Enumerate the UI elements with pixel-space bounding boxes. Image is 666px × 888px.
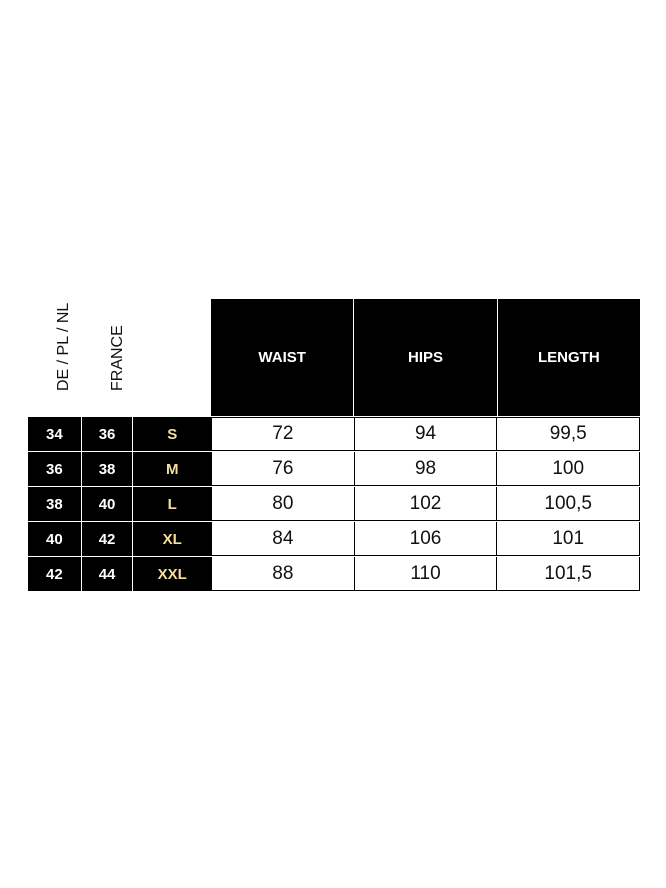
length-value: 101 — [496, 522, 639, 555]
table-row — [28, 417, 640, 452]
size-cells — [28, 557, 211, 591]
measurement-header — [211, 299, 640, 416]
letter-size: M — [165, 460, 179, 478]
length-value: 101,5 — [496, 557, 639, 590]
de-size: 42 — [28, 557, 82, 591]
size-cells — [28, 487, 211, 521]
de-pl-nl-label-text: DE / PL / NL — [55, 302, 72, 391]
table-row — [28, 557, 640, 591]
de-size: 36 — [28, 452, 82, 486]
length-value: 99,5 — [496, 418, 639, 450]
fr-size: 42 — [82, 522, 134, 556]
size-cells — [28, 417, 211, 451]
waist-value: 80 — [211, 487, 354, 520]
table-row — [28, 487, 640, 522]
hips-value: 106 — [354, 522, 497, 555]
letter-size: XL — [162, 530, 182, 548]
length-value: 100 — [496, 452, 639, 485]
waist-value: 72 — [211, 418, 354, 450]
letter-size: XXL — [157, 565, 187, 583]
de-size: 40 — [28, 522, 82, 556]
hips-value: 102 — [354, 487, 497, 520]
de-size: 38 — [28, 487, 82, 521]
header-hips: HIPS — [354, 299, 497, 416]
hips-value: 94 — [354, 418, 497, 450]
size-table-body — [28, 417, 640, 591]
waist-value: 76 — [211, 452, 354, 485]
france-column-label — [96, 299, 126, 417]
letter-size: L — [167, 495, 177, 513]
measurement-cells — [211, 522, 640, 556]
measurement-cells — [211, 452, 640, 486]
fr-size: 44 — [82, 557, 134, 591]
fr-size: 38 — [82, 452, 134, 486]
table-row — [28, 452, 640, 487]
header-length: LENGTH — [537, 349, 600, 366]
measurement-cells — [211, 487, 640, 521]
size-chart — [28, 299, 640, 589]
de-pl-nl-column-label — [42, 299, 72, 417]
size-cells — [28, 522, 211, 556]
hips-value: 98 — [354, 452, 497, 485]
waist-value: 84 — [211, 522, 354, 555]
table-row — [28, 522, 640, 557]
de-size: 34 — [28, 417, 82, 451]
waist-value: 88 — [211, 557, 354, 590]
letter-size: S — [167, 425, 178, 443]
fr-size: 36 — [82, 417, 134, 451]
france-label-text: FRANCE — [109, 325, 126, 391]
size-cells — [28, 452, 211, 486]
measurement-cells — [211, 557, 640, 591]
hips-value: 110 — [354, 557, 497, 590]
length-value: 100,5 — [496, 487, 639, 520]
header-waist: WAIST — [211, 299, 354, 416]
fr-size: 40 — [82, 487, 134, 521]
measurement-cells — [211, 417, 640, 451]
